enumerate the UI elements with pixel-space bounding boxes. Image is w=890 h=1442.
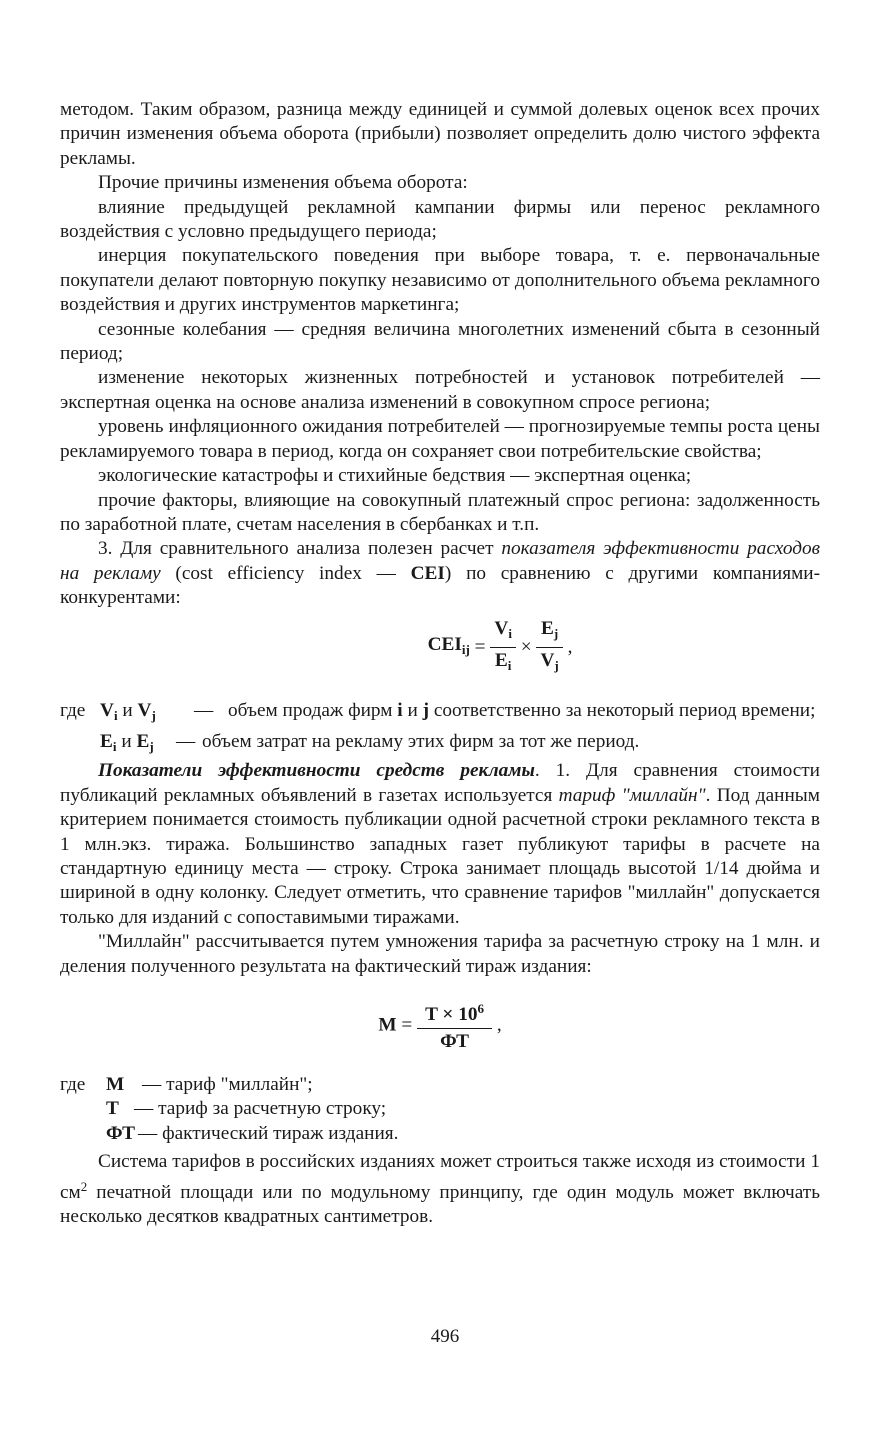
formula-lhs: $CEI_{ij}$	[427, 633, 470, 657]
times-sign: ×	[520, 636, 532, 658]
definition-symbol: $V_i$ и $V_j$	[100, 699, 156, 723]
list-item: сезонные колебания — средняя величина многолетних изменений сбыта в сезонный период;	[60, 318, 820, 365]
paragraph: Прочие причины изменения объема оборота:	[98, 172, 468, 194]
definitions-milline	[60, 1073, 820, 1146]
section-heading: Показатели эффективности средств рекламы	[98, 760, 535, 782]
equals-sign: =	[474, 636, 486, 658]
dash: —	[194, 699, 214, 721]
list-item: влияние предыдущей рекламной кампании фирмы или перенос рекламного воздействия с условно предыдущего периода;	[60, 196, 820, 243]
paragraph: Система тарифов в российских изданиях может строиться также исходя из стоимости 1 $см^2$ печатной площади или по модульному принципу, где один модуль может включать несколько десятков квадратных сантиметров.	[60, 1151, 820, 1228]
definition-text: объем затрат на рекламу этих фирм за тот же период.	[202, 730, 640, 752]
definition-symbol: ФТ	[106, 1122, 135, 1144]
paragraph: методом. Таким образом, разница между единицей и суммой долевых оценок всех прочих причин изменения объема оборота (прибыли) позволяет определить долю чистого эффекта рекламы.	[60, 99, 820, 169]
fraction: $\frac{V_i}{E_i}$	[490, 617, 516, 679]
formula-lhs: M	[378, 1014, 397, 1036]
list-item: изменение некоторых жизненных потребностей и установок потребителей — экспертная оценка на основе анализа изменений в совокупном спросе региона;	[60, 367, 820, 413]
paragraph: "Миллайн" рассчитывается путем умножения тарифа за расчетную строку на 1 млн. и деления полученного результата на фактический тираж издания:	[60, 931, 820, 977]
definition-text: — фактический тираж издания.	[138, 1122, 399, 1144]
paragraph-cei	[60, 537, 820, 610]
definition-symbol: T	[106, 1098, 119, 1120]
formula-milline	[60, 979, 820, 1067]
page-text	[60, 98, 820, 1229]
fraction: $\frac{T \times 10^6}{ФТ}$	[417, 997, 492, 1055]
where-label: где	[60, 699, 86, 721]
dash: —	[176, 730, 196, 752]
definition-text: — тариф "миллайн";	[142, 1074, 313, 1095]
text: (cost efficiency index —	[160, 562, 411, 584]
definitions-cei	[60, 699, 820, 760]
definition-symbol: M	[106, 1074, 125, 1095]
term-italic: показателя эффективности расходов на рекламу	[60, 538, 820, 584]
text: 3. Для сравнительного анализа полезен расчет	[98, 538, 502, 560]
fraction: $\frac{E_j}{V_j}$	[536, 617, 562, 679]
where-label: где	[60, 1074, 86, 1095]
text: ) по сравнению с другими компаниями-конкурентами:	[60, 562, 821, 609]
definition-symbol: $E_i$ и $E_j$	[100, 730, 154, 754]
list-item: уровень инфляционного ожидания потребителей — прогнозируемые темпы роста цены рекламируемого товара в период, когда он сохраняет свои потребительские свойства;	[60, 416, 820, 462]
definition-text: — тариф за расчетную строку;	[134, 1098, 387, 1120]
list-item: прочие факторы, влияющие на совокупный платежный спрос региона: задолженность по заработной плате, счетам населения в сбербанках и т.п.	[60, 489, 820, 535]
equals-sign: =	[401, 1014, 413, 1036]
list-item: экологические катастрофы и стихийные бедствия — экспертная оценка;	[98, 465, 692, 487]
formula-cei	[60, 611, 820, 693]
page-number: 496	[430, 1326, 460, 1347]
paragraph-indicators: Показатели эффективности средств рекламы. 1. Для сравнения стоимости публикаций рекламных объявлений в газетах используется тариф "миллайн". Под данным критерием понимается стоимость публикации одной расчетной строки рекламного текста в 1 млн.экз. тиража. Большинство западных газет публикуют тарифы в расчете на стандартную единицу места — строку. Строка занимает площадь высотой 1/14 дюйма и шириной в одну колонку. Следует отметить, что сравнение тарифов "миллайн" допускается только для изданий с сопоставимыми тиражами.	[60, 760, 821, 928]
comma: ,	[567, 636, 573, 658]
list-item: инерция покупательского поведения при выборе товара, т. е. первоначальные покупатели делают повторную покупку независимо от дополнительного объема рекламного воздействия и других инструментов маркетинга;	[60, 245, 820, 316]
term-bold: CEI	[410, 562, 445, 584]
comma: ,	[496, 1014, 502, 1036]
definition-text: объем продаж фирм i и j соответственно за некоторый период времени;	[228, 699, 816, 721]
term-italic: тариф "миллайн"	[558, 784, 706, 806]
